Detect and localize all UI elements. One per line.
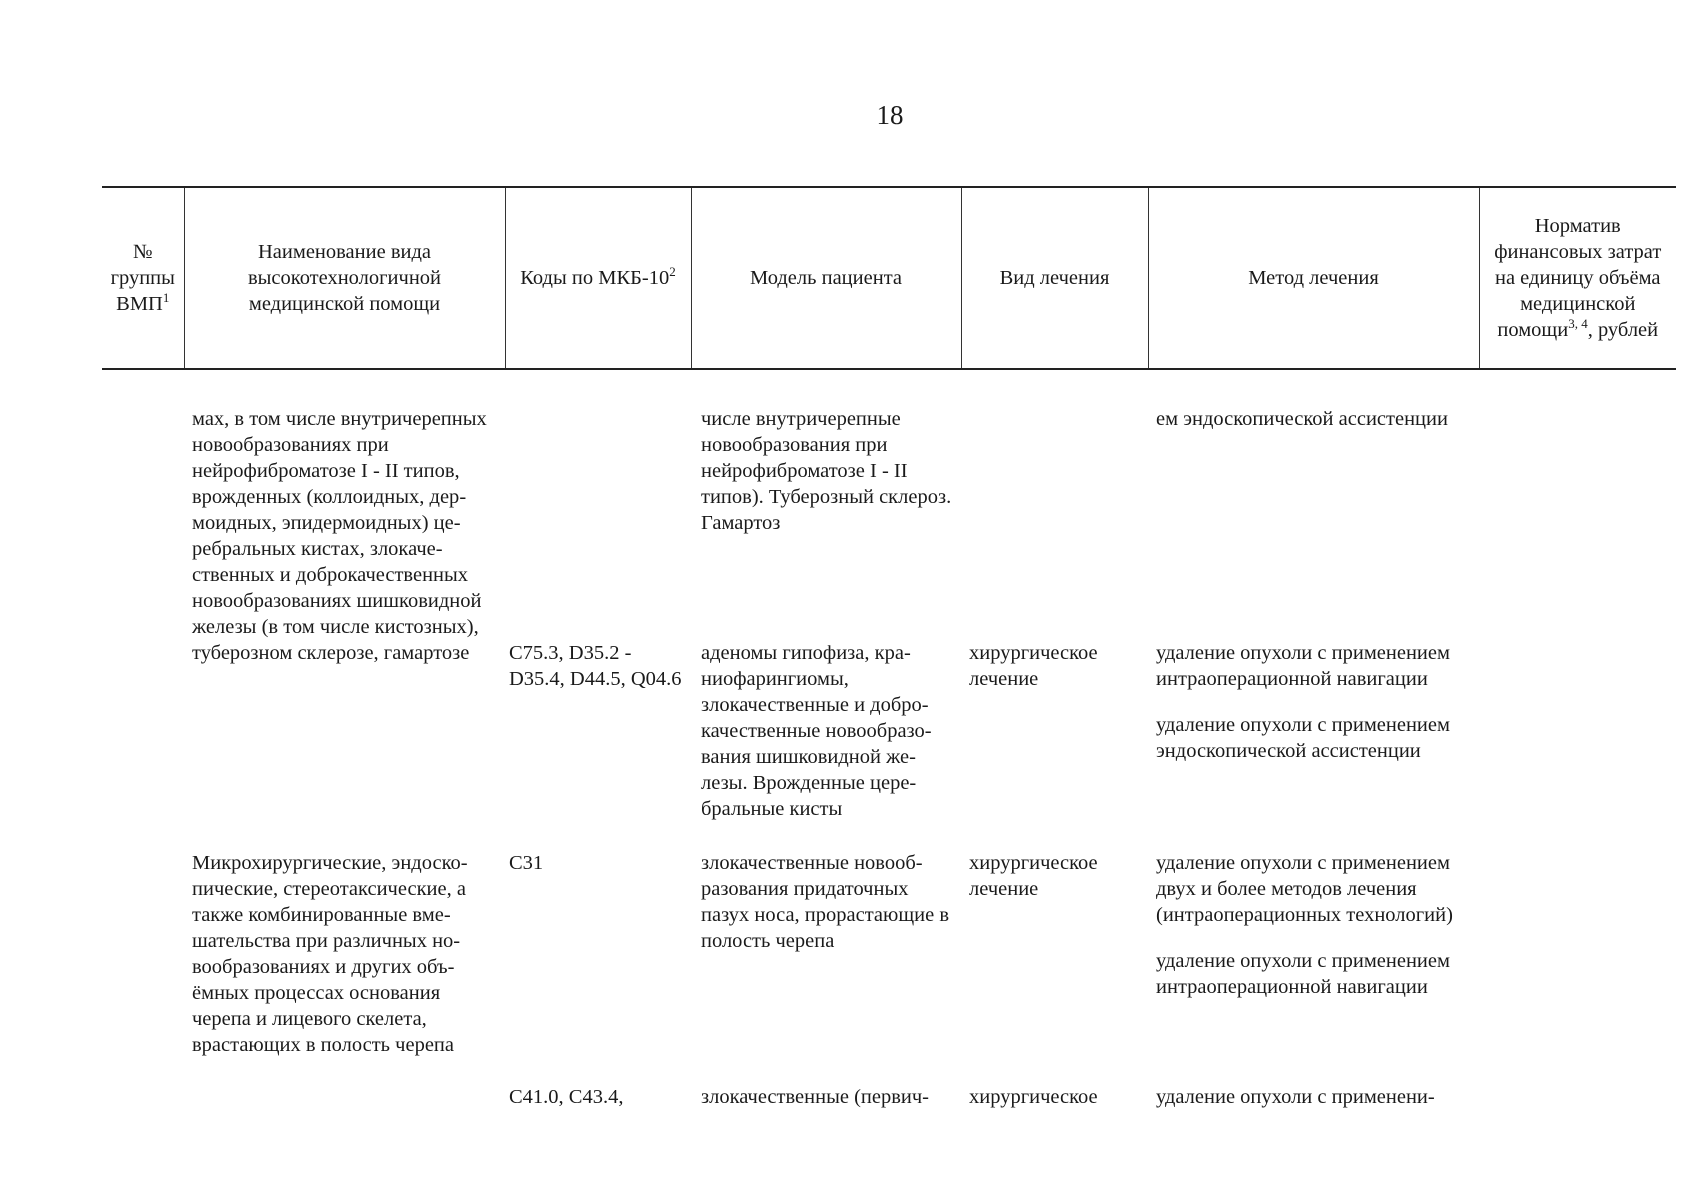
medical-care-table — [102, 186, 1676, 1110]
method-item: удаление опухоли с применением эндоскопической ассистенции — [1156, 714, 1450, 762]
cell-care-name — [184, 1058, 505, 1110]
cell-group — [102, 369, 184, 614]
cell-patient-model: злокачественные (первич- — [701, 1086, 930, 1108]
header-care-name: Наименование вида высокотехнологичной медицинской помощи — [184, 187, 505, 369]
method-item: удаление опухоли с применением интраоперационной навигации — [1156, 950, 1450, 998]
cell-care-name: железы (в том числе кистозных), туберозном склерозе, гамартозе — [192, 616, 479, 664]
cell-patient-model: аденомы гипофиза, краниофарингиомы, злокачественные и доброкачественные новообразования шишковидной железы. Врожденные церебральные кисты — [701, 642, 932, 820]
method-item: ем эндоскопической ассистенции — [1156, 408, 1448, 430]
cell-cost — [1479, 822, 1676, 1058]
header-patient-model: Модель пациента — [691, 187, 961, 369]
header-group-number: № группы ВМП$^1$ — [102, 187, 184, 369]
table-row — [102, 369, 1676, 614]
cell-care-name: Микрохирургические, эндоскопические, стереотаксические, а также комбинированные вмешательства при различных новообразованиях и других объёмных процессах основания черепа и лицевого скелета, врастающих в полость черепа — [192, 852, 468, 1056]
table-header — [102, 187, 1676, 369]
cell-codes: C75.3, D35.2 - D35.4, D44.5, Q04.6 — [509, 642, 682, 690]
table-row — [102, 822, 1676, 1058]
header-cost-standard: Норматив финансовых затрат на единицу объёма медицинской помощи$^{3, 4}$, рублей — [1479, 187, 1676, 369]
cell-patient-model: злокачественные новообразования придаточных пазух носа, прорастающие в полость черепа — [701, 852, 949, 952]
cell-treatment-type — [961, 369, 1148, 614]
table-row — [102, 614, 1676, 822]
cell-treatment-method — [1148, 369, 1479, 614]
cell-cost — [1479, 1058, 1676, 1110]
cell-group — [102, 1058, 184, 1110]
cell-treatment-type: хирургическое лечение — [969, 852, 1098, 900]
table-body — [102, 369, 1676, 1110]
page-number: 18 — [876, 100, 904, 130]
header-treatment-method: Метод лечения — [1148, 187, 1479, 369]
cell-cost — [1479, 369, 1676, 614]
header-icd-codes: Коды по МКБ-$10^2$ — [505, 187, 691, 369]
cell-codes: C41.0, C43.4, — [509, 1086, 624, 1108]
cell-codes: C31 — [509, 852, 544, 874]
cell-treatment-method — [1148, 822, 1479, 1058]
cell-codes — [505, 369, 691, 614]
method-item: удаление опухоли с применени- — [1156, 1086, 1435, 1108]
cell-care-name: мах, в том числе внутричерепных новообразованиях при нейрофиброматозе I - II типов, врожденных (коллоидных, дермоидных, эпидермоидных) церебральных кистах, злокачественных и доброкачественных новообразованиях шишковидной — [192, 408, 487, 612]
method-item: удаление опухоли с применением двух и более методов лечения (интраоперационных технологий) — [1156, 852, 1453, 926]
cell-treatment-type: хирургическое лечение — [969, 642, 1098, 690]
header-treatment-type: Вид лечения — [961, 187, 1148, 369]
vmp-table — [102, 186, 1676, 1110]
cell-group — [102, 822, 184, 1058]
cell-cost — [1479, 614, 1676, 822]
cell-treatment-method — [1148, 614, 1479, 822]
cell-treatment-method — [1148, 1058, 1479, 1110]
method-item: удаление опухоли с применением интраоперационной навигации — [1156, 642, 1450, 690]
table-row — [102, 1058, 1676, 1110]
cell-patient-model: числе внутричерепные новообразования при нейрофиброматозе I - II типов). Туберозный склероз. Гамартоз — [701, 408, 952, 534]
cell-group — [102, 614, 184, 822]
cell-treatment-type: хирургическое — [969, 1086, 1098, 1108]
